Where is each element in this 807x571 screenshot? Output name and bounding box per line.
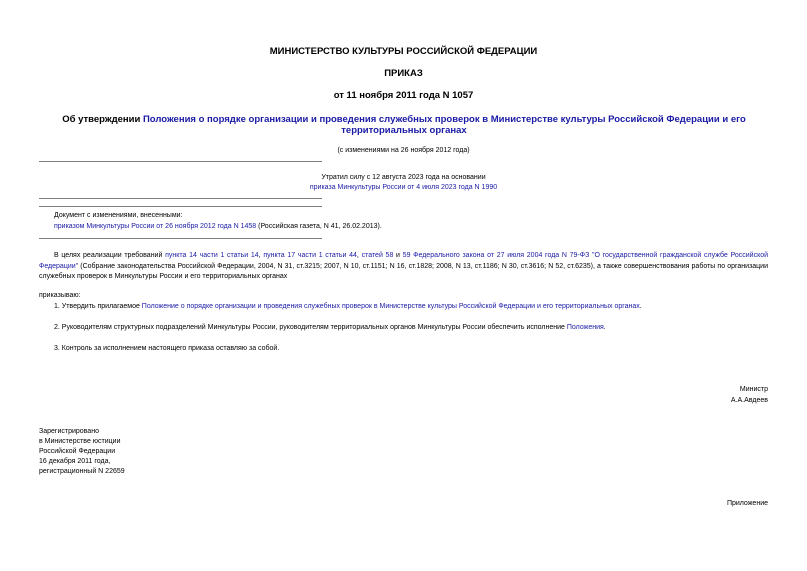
order-item-1 bbox=[54, 302, 768, 312]
registration-line-1: Зарегистрировано bbox=[39, 428, 99, 435]
law-link-p14[interactable]: пункта 14 части 1 статьи 14 bbox=[165, 252, 259, 259]
item-1-link[interactable]: Положение о порядке организации и проведения служебных проверок в Министерстве культуры Российской Федерации и его территориальных органах bbox=[141, 303, 640, 310]
item-1-suffix: . bbox=[639, 303, 642, 310]
order-word: приказываю: bbox=[39, 292, 81, 299]
signature-position: Министр bbox=[739, 386, 768, 393]
item-1-prefix: 1. Утвердить прилагаемое bbox=[54, 303, 142, 310]
doc-date-number: от 11 ноября 2011 года N 1057 bbox=[333, 90, 474, 101]
title-prefix: Об утверждении bbox=[62, 114, 143, 125]
order-item-3: 3. Контроль за исполнением настоящего приказа оставляю за собой. bbox=[54, 345, 280, 352]
preamble-text: (Собрание законодательства Российской Федерации, 2004, N 31, ст.3215; 2007, N 10, ст.1151; N 16, ст.1828; 2008, N 13, ст.1186; N 30, ст.3616; N 52, ст.6235), а также совершенствования работы по организации служебных проверок в Минкультуры России и его территориальных органах bbox=[39, 262, 768, 280]
law-link-art59[interactable]: 59 Федерального закона от 27 июля 2004 года N 79-ФЗ "О государственной гражданской службе Российской Федерации" bbox=[39, 252, 769, 270]
law-link-p17[interactable]: пункта 17 части 1 статьи 44 bbox=[263, 252, 357, 259]
preamble-text: , bbox=[356, 252, 362, 259]
registration-line-3: Российской Федерации bbox=[39, 448, 116, 455]
divider bbox=[39, 206, 322, 207]
preamble-paragraph bbox=[39, 251, 768, 283]
lost-force-block bbox=[0, 183, 807, 193]
ministry-heading: МИНИСТЕРСТВО КУЛЬТУРЫ РОССИЙСКОЙ ФЕДЕРАЦИИ bbox=[269, 46, 538, 57]
preamble-text: В целях реализации требований bbox=[54, 252, 166, 259]
changes-doc-link[interactable]: приказом Минкультуры России от 26 ноября 2012 года N 1458 bbox=[54, 223, 257, 230]
title-link[interactable]: Положения о порядке организации и проведения служебных проверок в Министерстве культуры Российской Федерации и его территориальных органах bbox=[142, 114, 746, 136]
order-item-2 bbox=[54, 323, 768, 333]
item-2-link[interactable]: Положения bbox=[566, 324, 604, 331]
preamble-text: , bbox=[258, 252, 264, 259]
item-2-suffix: . bbox=[603, 324, 606, 331]
signature-name: А.А.Авдеев bbox=[730, 397, 768, 404]
preamble-text: и bbox=[393, 252, 403, 259]
document-title bbox=[40, 114, 768, 136]
law-link-art58[interactable]: статей 58 bbox=[361, 252, 394, 259]
item-2-prefix: 2. Руководителям структурных подразделений Минкультуры России, руководителям территориальных органов Минкультуры России обеспечить исполнение bbox=[54, 324, 567, 331]
changes-doc-block bbox=[54, 222, 382, 232]
doc-type-heading: ПРИКАЗ bbox=[384, 68, 423, 79]
changes-doc-label: Документ с изменениями, внесенными: bbox=[54, 212, 183, 219]
lost-force-link[interactable]: приказа Минкультуры России от 4 июля 2023 года N 1990 bbox=[309, 184, 498, 191]
divider bbox=[39, 198, 322, 199]
lost-force-text: Утратил силу с 12 августа 2023 года на основании bbox=[321, 174, 486, 181]
registration-line-4: 16 декабря 2011 года, bbox=[39, 458, 111, 465]
divider bbox=[39, 161, 322, 162]
appendix-label: Приложение bbox=[726, 500, 768, 507]
divider bbox=[39, 238, 322, 239]
amendments-note: (с изменениями на 26 ноября 2012 года) bbox=[337, 147, 470, 154]
changes-doc-suffix: (Российская газета, N 41, 26.02.2013). bbox=[256, 223, 382, 230]
registration-line-5: регистрационный N 22659 bbox=[39, 468, 125, 475]
registration-line-2: в Министерстве юстиции bbox=[39, 438, 121, 445]
